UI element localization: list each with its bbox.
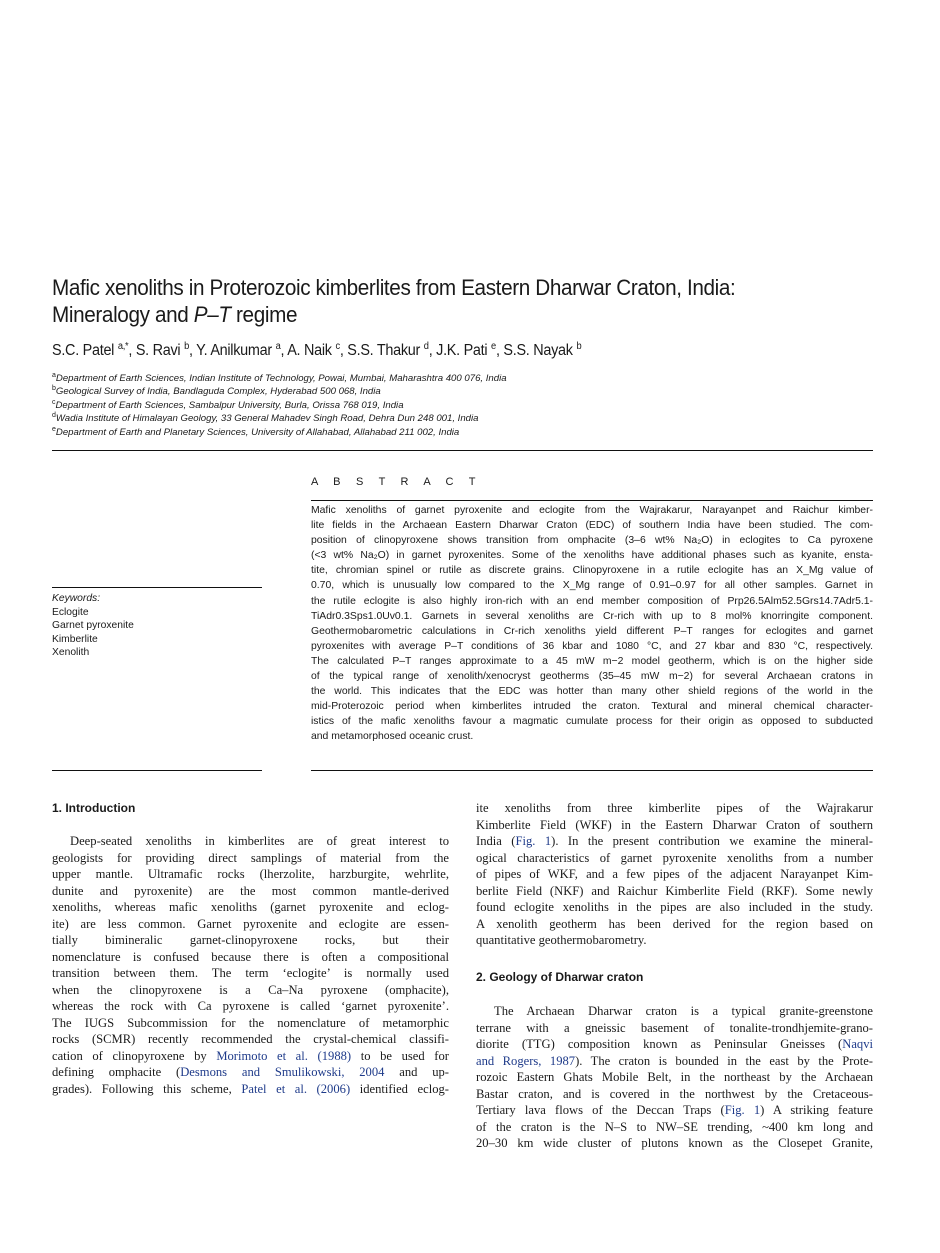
- body-line: [52, 1048, 449, 1065]
- text: ). In the present contribution we examine the mineral-: [551, 834, 873, 848]
- author-list: [52, 341, 581, 361]
- abstract-line: Geothermobarometric calculations in Cr-rich xenoliths yield different P–T ranges for eclogites and garnet: [311, 625, 873, 637]
- text: India (: [476, 834, 516, 848]
- affiliation-key: c: [52, 398, 56, 406]
- body-line: [52, 1064, 449, 1081]
- text: identified eclog-: [350, 1081, 449, 1096]
- affiliation-b: [52, 385, 507, 398]
- text: diorite (TTG) composition known as Peninsular Gneisses (: [476, 1037, 843, 1051]
- body-line: [476, 1053, 873, 1070]
- citation-link-naqvi[interactable]: Naqvi: [842, 1037, 873, 1051]
- keywords-bottom-divider: [52, 770, 262, 771]
- abstract-line: 0.70, which is unusually low compared to the X_Mg range of 0.91–0.97 for all other samples. Garnet in: [311, 580, 873, 592]
- body-line: dunite and pyroxenite) are the most common mantle-derived: [52, 883, 449, 898]
- body-line: whereas the rock with Ca pyroxene is called ‘garnet pyroxenite’.: [52, 999, 449, 1013]
- author: S. Ravi $^b$,: [135, 340, 197, 359]
- body-line: [476, 1102, 873, 1119]
- affiliation-key: e: [52, 425, 56, 433]
- affiliation-ref[interactable]: b: [576, 340, 582, 352]
- author: S.C. Patel $^{a,*}$,: [52, 340, 136, 359]
- body-line: found eclogite xenoliths in the pipes are also included in the study.: [476, 900, 873, 914]
- title-line-1: Mafic xenoliths in Proterozoic kimberlites from Eastern Dharwar Craton, India:: [52, 275, 736, 300]
- body-line: Deep-seated xenoliths in kimberlites are of great interest to: [70, 834, 449, 848]
- body-line: A xenolith geotherm has been derived for the region based on: [476, 916, 873, 931]
- citation-link-patel[interactable]: Patel et al. (2006): [241, 1081, 351, 1096]
- citation-link-desmons[interactable]: Desmons and Smulikowski, 2004: [180, 1065, 385, 1079]
- author-name: S. Ravi: [135, 342, 181, 359]
- body-line: ogical characteristics of garnet pyroxenite xenoliths from a number: [476, 850, 873, 865]
- affiliation-text: Geological Survey of India, Bandlaguda Complex, Hyderabad 500 068, India: [55, 386, 381, 398]
- affiliations: [52, 372, 507, 439]
- affiliation-e: [52, 426, 507, 439]
- abstract-heading: A B S T R A C T: [311, 476, 482, 488]
- figure-link-fig1[interactable]: Fig. 1: [515, 834, 552, 848]
- author: Y. Anilkumar $^a$,: [196, 340, 288, 359]
- body-line: geologists for providing direct samplings of material from the: [52, 850, 449, 865]
- affiliation-a: [52, 372, 507, 385]
- body-line: [476, 1036, 873, 1053]
- body-line: of pipes of WKF, and a few pipes of the adjacent Narayanpet Kim-: [476, 867, 873, 881]
- author-name: S.S. Thakur: [347, 342, 421, 359]
- abstract-body: [311, 503, 873, 745]
- author-name: A. Naik: [287, 342, 332, 359]
- author: A. Naik $^c$,: [287, 340, 348, 359]
- body-line: xenoliths, whereas mafic xenoliths (garnet pyroxenite and eclog-: [52, 900, 449, 914]
- figure-link-fig1[interactable]: Fig. 1: [724, 1103, 761, 1117]
- abstract-line: pyroxenites with average P–T conditions of 36 kbar and 1080 °C, and 27 kbar and 830 °C, respectively.: [311, 640, 873, 652]
- body-line: 20–30 km wide cluster of plutons known as the Closepet Granite,: [476, 1136, 873, 1150]
- citation-link-morimoto[interactable]: Morimoto et al. (1988): [216, 1048, 352, 1063]
- keywords-top-divider: [52, 587, 262, 588]
- keyword-item: Eclogite: [52, 606, 89, 618]
- abstract-line: istics of the mafic xenoliths favour a magmatic cumulate process for their origin as opposed to subducted: [311, 716, 873, 728]
- body-line: berlite Field (NKF) and Raichur Kimberlite Field (RKF). Some newly: [476, 883, 873, 898]
- header-divider: [52, 450, 873, 451]
- keywords-box: [52, 592, 134, 660]
- abstract-line: The calculated P–T ranges approximate to a 45 mW m−2 model geotherm, which is on the higher side: [311, 655, 873, 667]
- title-line-2-italic: P–T: [193, 302, 231, 327]
- affiliation-key: d: [52, 412, 56, 420]
- text: to be used for: [351, 1048, 449, 1063]
- body-line: [476, 833, 873, 850]
- abstract-line: tite, chromian spinel or rutile as discrete grains. Clinopyroxene in a rutile eclogite has an X_Mg value of: [311, 565, 873, 577]
- abstract-line: Mafic xenoliths of garnet pyroxenite and eclogite from the Wajrakarur, Narayanpet and Raichur kimber-: [311, 505, 873, 516]
- abstract-line: and metamorphosed oceanic crust.: [311, 731, 474, 743]
- abstract-line: mid-Proterozoic period when kimberlites intruded the craton. Textural and mineral chemical character-: [311, 701, 873, 713]
- body-line: rocks (SCMR) recently recommended the crystal-chemical classifi-: [52, 1032, 449, 1046]
- intro-left-column: [52, 833, 449, 1097]
- affiliation-ref[interactable]: e: [491, 340, 496, 352]
- body-line: when the clinopyroxene is a Ca–Na pyroxene (omphacite),: [52, 982, 449, 997]
- author: S.S. Thakur $^d$,: [347, 340, 437, 359]
- affiliation-d: [52, 412, 507, 425]
- abstract-line: (<3 wt% Na₂O) in garnet pyroxenites. Some of the xenoliths have additional phases such as kyanite, ensta-: [311, 550, 873, 562]
- keyword-item: Kimberlite: [52, 633, 98, 645]
- body-line: nomenclature is confused because there is often a compositional: [52, 949, 449, 964]
- abstract-line: position of clinopyroxene shows transition from omphacite (3–6 wt% Na₂O) in eclogites to Ca pyroxene: [311, 535, 873, 547]
- author-name: S.S. Nayak: [503, 342, 573, 359]
- text: ). The craton is bounded in the east by the Prote-: [575, 1053, 873, 1068]
- body-line: upper mantle. Ultramafic rocks (lherzolite, harzburgite, wehrlite,: [52, 867, 449, 881]
- body-line: The Archaean Dharwar craton is a typical granite-greenstone: [494, 1004, 873, 1018]
- affiliation-ref[interactable]: b: [184, 340, 189, 352]
- body-line: ite) are less common. Garnet pyroxenite and eclogite are essen-: [52, 916, 449, 931]
- body-line: terrane with a gneissic basement of tonalite-trondhjemite-grano-: [476, 1020, 873, 1035]
- affiliation-ref[interactable]: a,*: [117, 340, 129, 352]
- author: [503, 342, 581, 359]
- author-name: J.K. Pati: [436, 342, 488, 359]
- abstract-line: the world. This indicates that the EDC was hotter than many other shield regions of the world in the: [311, 686, 873, 698]
- affiliation-text: Department of Earth Sciences, Indian Institute of Technology, Powai, Mumbai, Maharashtra 400 076, India: [55, 373, 507, 384]
- body-line: of the craton is the N–S to NW–SE trending, ~400 km long and: [476, 1119, 873, 1134]
- text: grades). Following this scheme,: [52, 1081, 242, 1096]
- abstract-line: of the typical range of xenolith/xenocryst geotherms (35–45 mW m−2) for several Archaean cratons in: [311, 671, 873, 683]
- text: defining omphacite (: [52, 1065, 181, 1079]
- affiliation-text: Department of Earth and Planetary Sciences, University of Allahabad, Allahabad 211 002, India: [55, 426, 460, 438]
- title-line-2-prefix: Mineralogy and: [52, 302, 194, 327]
- abstract-bottom-divider: [311, 770, 873, 771]
- affiliation-c: [52, 399, 507, 412]
- text: cation of clinopyroxene by: [52, 1048, 217, 1063]
- article-title: [52, 274, 825, 328]
- abstract-top-divider: [311, 500, 873, 501]
- body-line: ite xenoliths from three kimberlite pipes of the Wajrakarur: [476, 801, 873, 815]
- text: and up-: [384, 1065, 449, 1079]
- title-line-2-suffix: regime: [230, 302, 298, 327]
- affiliation-ref[interactable]: c: [335, 340, 340, 352]
- affiliation-ref[interactable]: d: [423, 340, 429, 352]
- abstract-line: TiAdr0.3Sps1.0Uv0.1. Garnets in several xenoliths are Cr-rich with up to 8 mol% knorringite component.: [311, 610, 873, 622]
- body-line: The IUGS Subcommission for the nomenclature of metamorphic: [52, 1015, 449, 1030]
- author: J.K. Pati $^e$,: [436, 340, 504, 359]
- section-heading-introduction: 1. Introduction: [52, 801, 136, 815]
- affiliation-key: a: [52, 371, 56, 379]
- intro-right-column: [476, 800, 873, 949]
- affiliation-text: Department of Earth Sciences, Sambalpur University, Burla, Orissa 768 019, India: [55, 399, 404, 411]
- body-line: transition between them. The term ‘eclogite’ is normally used: [52, 966, 449, 980]
- body-line: tially bimineralic garnet-clinopyroxene rocks, but their: [52, 933, 449, 947]
- keyword-item: Garnet pyroxenite: [52, 620, 134, 631]
- text: Tertiary lava flows of the Deccan Traps (: [476, 1103, 725, 1117]
- body-line: [52, 1081, 449, 1098]
- body-line: Kimberlite Field (WKF) in the Eastern Dharwar Craton of southern: [476, 817, 873, 832]
- text: ) A striking feature: [760, 1103, 874, 1117]
- abstract-line: lite fields in the Archaean Eastern Dharwar Craton (EDC) of southern India have been studied. The com-: [311, 520, 873, 532]
- keyword-item: Xenolith: [52, 647, 90, 658]
- affiliation-text: Wadia Institute of Himalayan Geology, 33 General Mahadev Singh Road, Dehra Dun 248 001, India: [55, 413, 479, 425]
- author-name: Y. Anilkumar: [196, 342, 272, 359]
- geology-column: [476, 1003, 873, 1152]
- affiliation-key: b: [52, 385, 56, 393]
- abstract-line: the rutile eclogite is also highly iron-rich with an end member composition of Prp26.5Alm52.5Grs14.7Adr5.1-: [311, 595, 873, 607]
- keywords-title: Keywords:: [52, 593, 101, 604]
- affiliation-ref[interactable]: a: [275, 340, 281, 352]
- body-line: rozoic Eastern Ghats Mobile Belt, in the northeast by the Archaean: [476, 1070, 873, 1084]
- title-line-2: [52, 301, 825, 328]
- body-line: Bastar craton, and is covered in the northwest by the Cretaceous-: [476, 1086, 873, 1101]
- body-line: quantitative geothermobarometry.: [476, 933, 647, 947]
- section-heading-geology: 2. Geology of Dharwar craton: [476, 970, 644, 984]
- author-name: S.C. Patel: [52, 342, 115, 359]
- citation-link-naqvi-cont[interactable]: and Rogers, 1987: [476, 1053, 576, 1068]
